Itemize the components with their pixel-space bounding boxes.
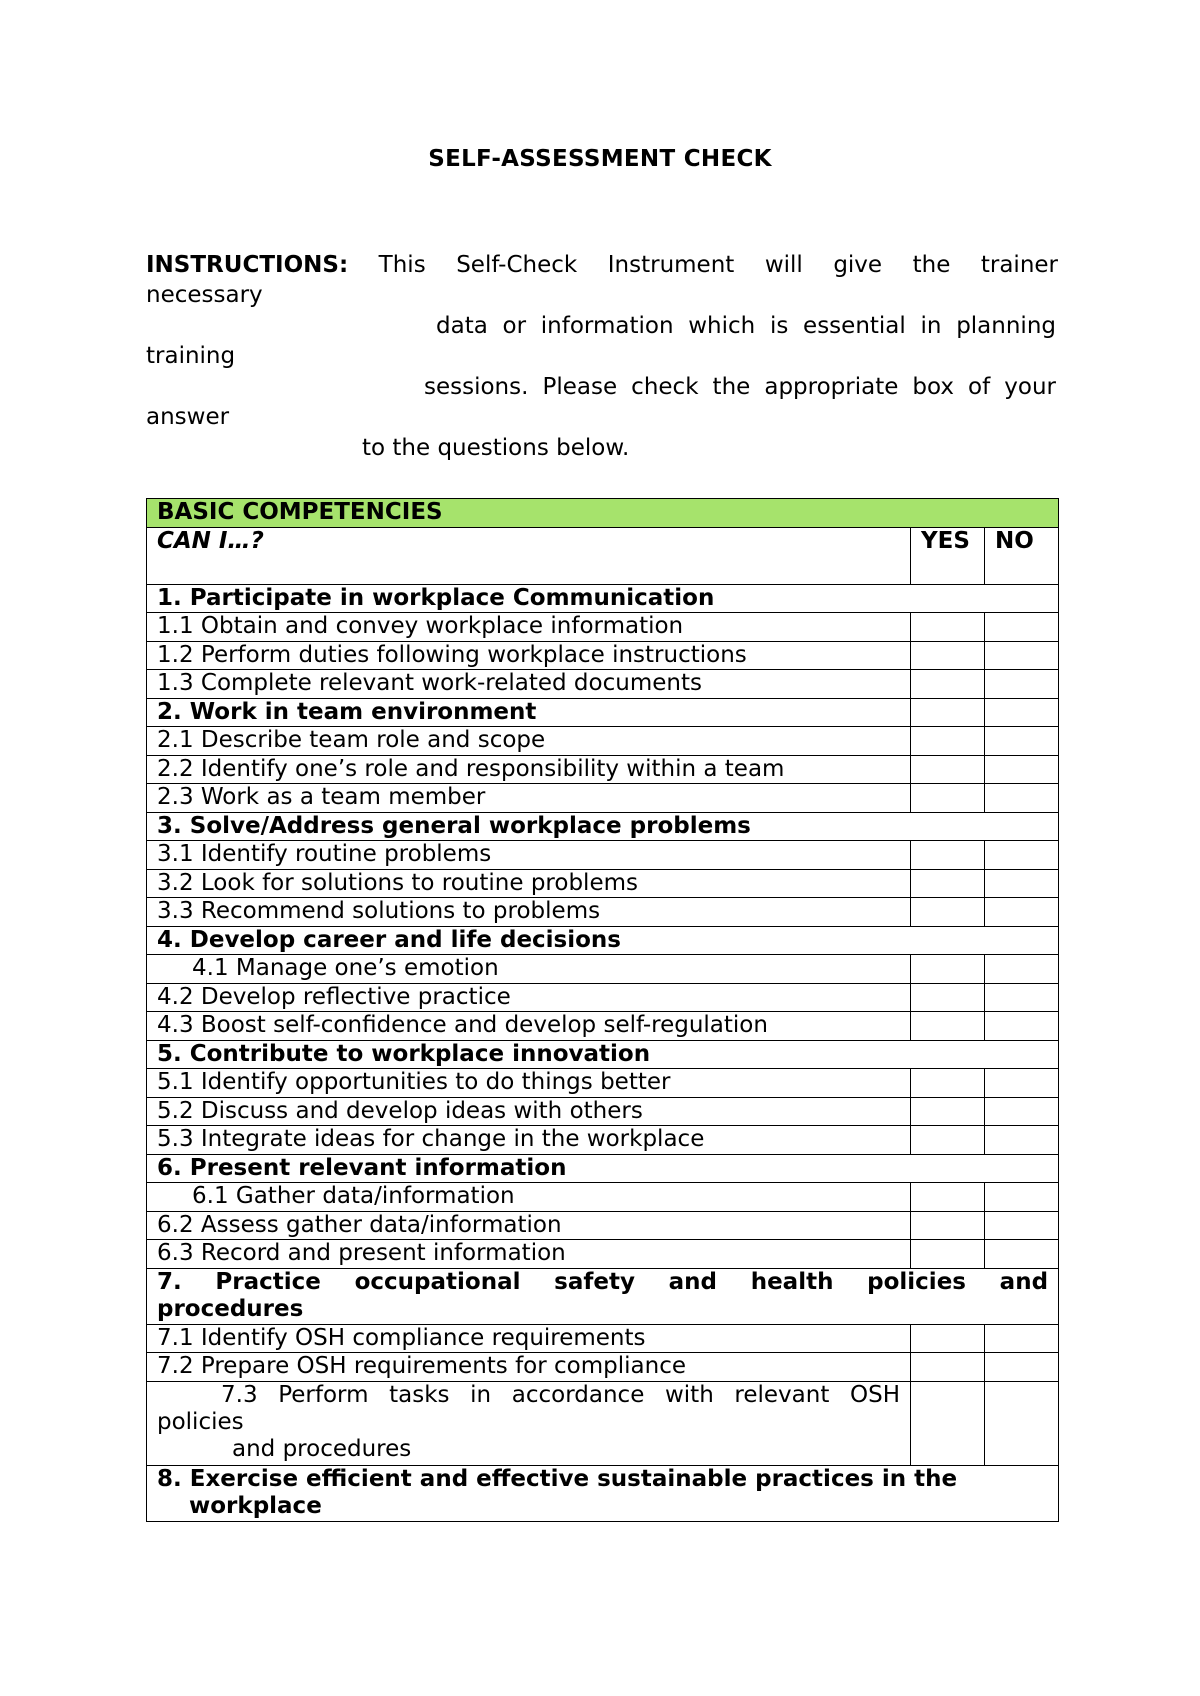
section-title-line-2: procedures bbox=[157, 1295, 304, 1322]
no-checkbox[interactable] bbox=[985, 755, 1059, 784]
question-text: 2.2 Identify one’s role and responsibility within a team bbox=[147, 755, 911, 784]
question-text-line-1: 7.3 Perform tasks in accordance with relevant OSH bbox=[221, 1381, 900, 1408]
no-checkbox[interactable] bbox=[985, 1240, 1059, 1269]
question-text: 7.2 Prepare OSH requirements for compliance bbox=[147, 1353, 911, 1382]
section-title: 6. Present relevant information bbox=[147, 1154, 1059, 1183]
question-text: 7.1 Identify OSH compliance requirements bbox=[147, 1324, 911, 1353]
table-row bbox=[147, 898, 1059, 927]
table-row bbox=[147, 613, 1059, 642]
table-row bbox=[147, 1353, 1059, 1382]
yes-checkbox[interactable] bbox=[911, 670, 985, 699]
table-row bbox=[147, 1183, 1059, 1212]
section-row bbox=[147, 584, 1059, 613]
section-title bbox=[147, 1268, 1059, 1324]
no-checkbox[interactable] bbox=[985, 727, 1059, 756]
section-row bbox=[147, 812, 1059, 841]
table-row bbox=[147, 755, 1059, 784]
question-text: 3.3 Recommend solutions to problems bbox=[147, 898, 911, 927]
table-row bbox=[147, 1069, 1059, 1098]
basic-competencies-heading: BASIC COMPETENCIES bbox=[147, 499, 1059, 528]
no-checkbox[interactable] bbox=[985, 784, 1059, 813]
yes-checkbox[interactable] bbox=[911, 955, 985, 984]
section-title-line-2: workplace bbox=[189, 1492, 322, 1519]
table-column-header-row bbox=[147, 527, 1059, 584]
question-text: 3.2 Look for solutions to routine problems bbox=[147, 869, 911, 898]
section-title-line-1: 8. Exercise efficient and effective sustainable practices in the bbox=[157, 1465, 958, 1492]
question-text bbox=[147, 1381, 911, 1465]
no-checkbox[interactable] bbox=[985, 983, 1059, 1012]
instructions-text-1: This Self-Check Instrument will give the trainer bbox=[378, 252, 1059, 278]
no-checkbox[interactable] bbox=[985, 1012, 1059, 1041]
yes-checkbox[interactable] bbox=[911, 1324, 985, 1353]
yes-checkbox[interactable] bbox=[911, 898, 985, 927]
table-row bbox=[147, 1211, 1059, 1240]
no-checkbox[interactable] bbox=[985, 613, 1059, 642]
question-text: 4.2 Develop reflective practice bbox=[147, 983, 911, 1012]
table-row bbox=[147, 727, 1059, 756]
table-row bbox=[147, 1012, 1059, 1041]
yes-checkbox[interactable] bbox=[911, 841, 985, 870]
yes-checkbox[interactable] bbox=[911, 983, 985, 1012]
section-row bbox=[147, 1154, 1059, 1183]
question-text: 2.1 Describe team role and scope bbox=[147, 727, 911, 756]
question-text: 6.2 Assess gather data/information bbox=[147, 1211, 911, 1240]
no-checkbox[interactable] bbox=[985, 841, 1059, 870]
section-title: 2. Work in team environment bbox=[147, 698, 911, 727]
table-row bbox=[147, 983, 1059, 1012]
section-title-line-1: 7. Practice occupational safety and health policies and bbox=[157, 1268, 1049, 1295]
instructions-line-3: sessions. Please check the appropriate box of your bbox=[424, 374, 1056, 400]
table-row bbox=[147, 784, 1059, 813]
instructions-line-4: to the questions below. bbox=[362, 435, 630, 461]
no-checkbox[interactable] bbox=[985, 955, 1059, 984]
no-checkbox[interactable] bbox=[985, 1069, 1059, 1098]
no-checkbox[interactable] bbox=[985, 898, 1059, 927]
table-row bbox=[147, 1240, 1059, 1269]
no-checkbox[interactable] bbox=[985, 1126, 1059, 1155]
instructions-line-1 bbox=[146, 250, 1058, 280]
section-title: 5. Contribute to workplace innovation bbox=[147, 1040, 1059, 1069]
question-text: 6.3 Record and present information bbox=[147, 1240, 911, 1269]
no-checkbox[interactable] bbox=[985, 670, 1059, 699]
question-text: 1.2 Perform duties following workplace instructions bbox=[147, 641, 911, 670]
no-checkbox[interactable] bbox=[985, 1353, 1059, 1382]
question-text: 2.3 Work as a team member bbox=[147, 784, 911, 813]
table-row bbox=[147, 955, 1059, 984]
no-checkbox[interactable] bbox=[985, 1211, 1059, 1240]
yes-checkbox[interactable] bbox=[911, 1069, 985, 1098]
yes-checkbox[interactable] bbox=[911, 1097, 985, 1126]
table-row bbox=[147, 1324, 1059, 1353]
instructions-label: INSTRUCTIONS: bbox=[146, 252, 349, 278]
section-row bbox=[147, 1465, 1059, 1521]
no-checkbox[interactable] bbox=[985, 1183, 1059, 1212]
table-row bbox=[147, 641, 1059, 670]
can-i-header: CAN I…? bbox=[147, 527, 911, 584]
section-row bbox=[147, 698, 1059, 727]
instructions-line-1b: necessary bbox=[146, 282, 263, 308]
question-text: 3.1 Identify routine problems bbox=[147, 841, 911, 870]
table-row bbox=[147, 869, 1059, 898]
yes-checkbox[interactable] bbox=[911, 1240, 985, 1269]
yes-checkbox[interactable] bbox=[911, 755, 985, 784]
section-title bbox=[147, 1465, 1059, 1521]
instructions-line-2: data or information which is essential in planning bbox=[436, 313, 1056, 339]
yes-checkbox[interactable] bbox=[911, 641, 985, 670]
instructions-line-2b: training bbox=[146, 343, 236, 369]
section-row bbox=[147, 926, 1059, 955]
table-row bbox=[147, 670, 1059, 699]
section-title: 4. Develop career and life decisions bbox=[147, 926, 1059, 955]
yes-checkbox[interactable] bbox=[911, 869, 985, 898]
instructions-line-3b: answer bbox=[146, 404, 230, 430]
yes-checkbox[interactable] bbox=[911, 784, 985, 813]
question-text: 1.1 Obtain and convey workplace information bbox=[147, 613, 911, 642]
table-row bbox=[147, 1097, 1059, 1126]
table-row bbox=[147, 1381, 1059, 1465]
no-checkbox[interactable] bbox=[985, 869, 1059, 898]
no-checkbox[interactable] bbox=[985, 641, 1059, 670]
question-text: 5.1 Identify opportunities to do things better bbox=[147, 1069, 911, 1098]
no-column-header: NO bbox=[985, 527, 1059, 584]
question-text: 1.3 Complete relevant work-related documents bbox=[147, 670, 911, 699]
question-text-line-3: and procedures bbox=[232, 1435, 412, 1462]
document-title: SELF-ASSESSMENT CHECK bbox=[428, 146, 772, 172]
self-assessment-table bbox=[146, 498, 1059, 1522]
section-row bbox=[147, 1040, 1059, 1069]
yes-checkbox[interactable] bbox=[911, 1353, 985, 1382]
no-checkbox[interactable] bbox=[985, 1324, 1059, 1353]
question-text: 5.2 Discuss and develop ideas with others bbox=[147, 1097, 911, 1126]
yes-checkbox[interactable] bbox=[911, 727, 985, 756]
question-text: 6.1 Gather data/information bbox=[147, 1183, 911, 1212]
table-heading-row bbox=[147, 499, 1059, 528]
section-title: 3. Solve/Address general workplace problems bbox=[147, 812, 1059, 841]
yes-checkbox[interactable] bbox=[911, 1381, 985, 1465]
question-text: 4.3 Boost self-confidence and develop self-regulation bbox=[147, 1012, 911, 1041]
section-title: 1. Participate in workplace Communication bbox=[147, 584, 1059, 613]
table-row bbox=[147, 1126, 1059, 1155]
question-text-line-2: policies bbox=[157, 1408, 244, 1435]
table-row bbox=[147, 841, 1059, 870]
no-checkbox[interactable] bbox=[985, 1381, 1059, 1465]
yes-checkbox[interactable] bbox=[911, 1126, 985, 1155]
yes-checkbox[interactable] bbox=[911, 698, 985, 727]
question-text: 5.3 Integrate ideas for change in the workplace bbox=[147, 1126, 911, 1155]
no-checkbox[interactable] bbox=[985, 698, 1059, 727]
yes-checkbox[interactable] bbox=[911, 1183, 985, 1212]
section-row bbox=[147, 1268, 1059, 1324]
yes-checkbox[interactable] bbox=[911, 613, 985, 642]
yes-checkbox[interactable] bbox=[911, 1211, 985, 1240]
question-text: 4.1 Manage one’s emotion bbox=[147, 955, 911, 984]
no-checkbox[interactable] bbox=[985, 1097, 1059, 1126]
yes-checkbox[interactable] bbox=[911, 1012, 985, 1041]
yes-column-header: YES bbox=[911, 527, 985, 584]
